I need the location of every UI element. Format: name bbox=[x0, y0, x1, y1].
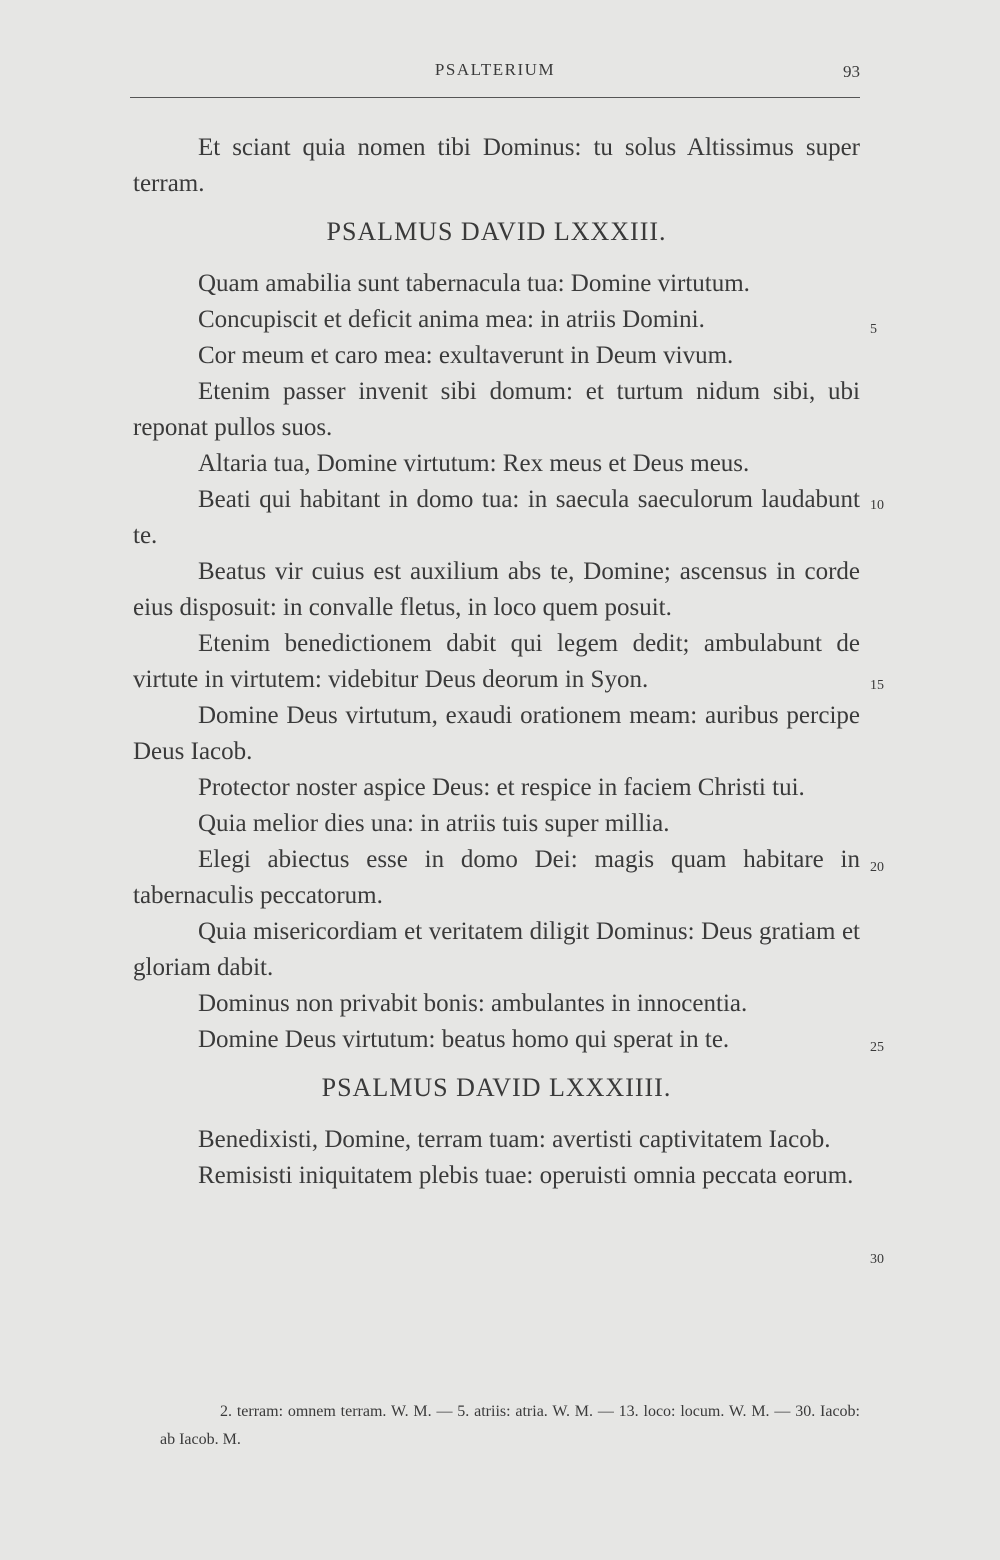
verse: Dominus non privabit bonis: ambulantes in innocentia. bbox=[198, 990, 748, 1017]
page-number: 93 bbox=[843, 62, 860, 81]
running-head bbox=[130, 60, 860, 90]
line-number: 30 bbox=[870, 1252, 884, 1267]
line-number: 10 bbox=[870, 498, 884, 513]
footnote: 2. terram: omnem terram. W. M. — 5. atriis: atria. W. M. — 13. loco: locum. W. M. — 30. Iacob: ab Iacob. M. bbox=[160, 1403, 860, 1448]
verse: Domine Deus virtutum: beatus homo qui sperat in te. bbox=[198, 1026, 730, 1053]
verse: Quia misericordiam et veritatem diligit Dominus: Deus gratiam et gloriam dabit. bbox=[133, 918, 860, 981]
verse: Etenim benedictionem dabit qui legem dedit; ambulabunt de virtute in virtutem: videbitur Deus deorum in Syon. bbox=[133, 630, 860, 693]
verse: Beati qui habitant in domo tua: in saecula saeculorum laudabunt te. bbox=[133, 486, 860, 549]
verse: Domine Deus virtutum, exaudi orationem meam: auribus percipe Deus Iacob. bbox=[133, 702, 860, 765]
footnotes bbox=[160, 1398, 860, 1454]
verse: Protector noster aspice Deus: et respice in faciem Christi tui. bbox=[198, 774, 805, 801]
verse: Altaria tua, Domine virtutum: Rex meus et Deus meus. bbox=[198, 450, 750, 477]
verse: Beatus vir cuius est auxilium abs te, Domine; ascensus in corde eius disposuit: in convalle fletus, in loco quem posuit. bbox=[133, 558, 860, 621]
running-title: PSALTERIUM bbox=[434, 60, 556, 79]
verse: Remisisti iniquitatem plebis tuae: operuisti omnia peccata eorum. bbox=[198, 1162, 854, 1189]
line-number: 25 bbox=[870, 1040, 884, 1055]
line-number: 5 bbox=[870, 322, 877, 337]
verse: Benedixisti, Domine, terram tuam: avertisti captivitatem Iacob. bbox=[198, 1126, 831, 1153]
verse: Elegi abiectus esse in domo Dei: magis quam habitare in tabernaculis peccatorum. bbox=[133, 846, 860, 909]
text-block bbox=[133, 130, 860, 1194]
verse: Concupiscit et deficit anima mea: in atriis Domini. bbox=[198, 306, 705, 333]
line-number: 20 bbox=[870, 860, 884, 875]
verse: Quam amabilia sunt tabernacula tua: Domine virtutum. bbox=[198, 270, 750, 297]
psalm-heading: PSALMUS DAVID LXXXIII. bbox=[326, 217, 667, 246]
intro-verse: Et sciant quia nomen tibi Dominus: tu solus Altissimus super terram. bbox=[133, 134, 860, 197]
line-number: 15 bbox=[870, 678, 884, 693]
verse: Etenim passer invenit sibi domum: et turtum nidum sibi, ubi reponat pullos suos. bbox=[133, 378, 860, 441]
verse: Quia melior dies una: in atriis tuis super millia. bbox=[198, 810, 670, 837]
psalm-heading: PSALMUS DAVID LXXXIIII. bbox=[321, 1073, 672, 1102]
verse: Cor meum et caro mea: exultaverunt in Deum vivum. bbox=[198, 342, 734, 369]
header-rule bbox=[130, 97, 860, 98]
